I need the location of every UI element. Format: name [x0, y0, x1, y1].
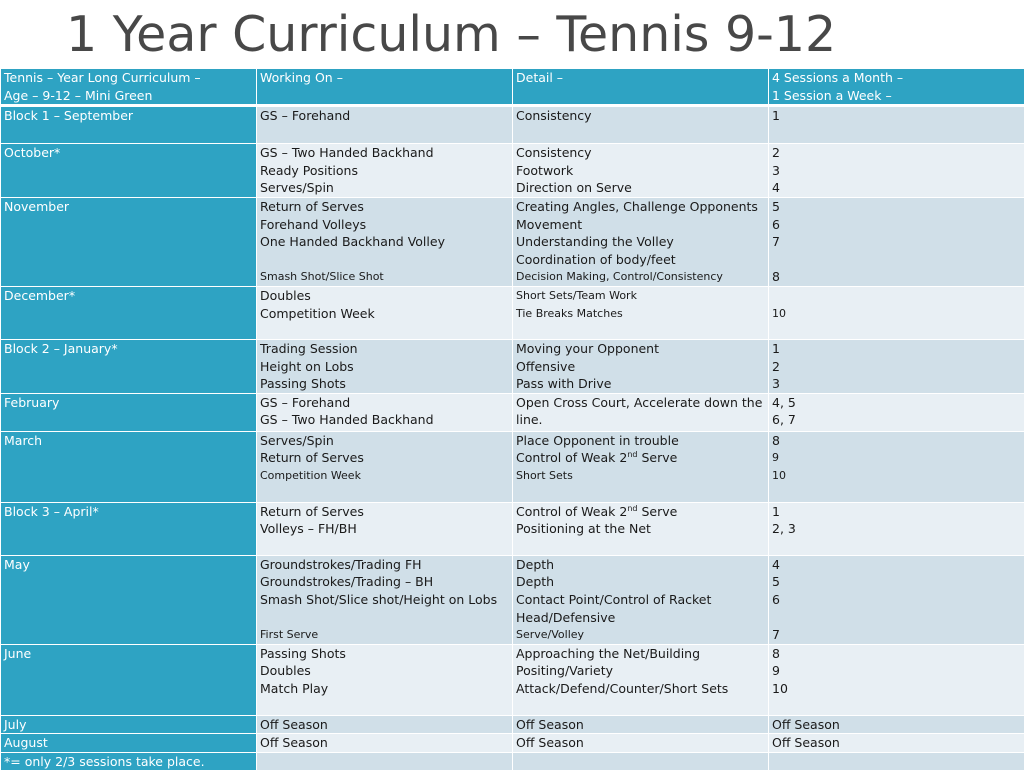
- month-label: July: [4, 716, 253, 734]
- month-cell: [1, 752, 257, 771]
- table-row: [1, 502, 1024, 555]
- table-row: [1, 197, 1024, 286]
- cell-line: Match Play: [260, 680, 509, 698]
- working-on-cell: [257, 286, 513, 339]
- working-on-cell: [257, 197, 513, 286]
- table-row: [1, 715, 1024, 734]
- cell-line: 1: [772, 503, 1021, 521]
- detail-cell: [513, 555, 769, 644]
- sessions-cell: [769, 339, 1024, 393]
- cell-line: GS – Two Handed Backhand: [260, 144, 509, 162]
- cell-line: 9: [772, 449, 1021, 467]
- cell-line: Depth: [516, 556, 765, 574]
- month-label: February: [4, 394, 253, 412]
- cell-line: 9: [772, 662, 1021, 680]
- cell-line: Return of Serves: [260, 503, 509, 521]
- sessions-cell: [769, 144, 1024, 198]
- table-row: [1, 752, 1024, 771]
- cell-line: Decision Making, Control/Consistency: [516, 268, 765, 286]
- cell-line: GS – Forehand: [260, 107, 509, 125]
- cell-line: Tie Breaks Matches: [516, 305, 765, 323]
- sessions-cell: [769, 555, 1024, 644]
- cell-line: Attack/Defend/Counter/Short Sets: [516, 680, 765, 698]
- working-on-cell: [257, 752, 513, 771]
- header-curriculum: [1, 69, 257, 106]
- table-row: [1, 286, 1024, 339]
- cell-line: 2, 3: [772, 520, 1021, 538]
- cell-line: Trading Session: [260, 340, 509, 358]
- detail-cell: [513, 393, 769, 431]
- cell-line: Off Season: [772, 716, 1021, 734]
- cell-line: Doubles: [260, 662, 509, 680]
- detail-cell: [513, 502, 769, 555]
- cell-line: Serve/Volley: [516, 626, 765, 644]
- cell-line: 1: [772, 340, 1021, 358]
- detail-cell: [513, 339, 769, 393]
- cell-line: Off Season: [516, 716, 765, 734]
- cell-line: GS – Forehand: [260, 394, 509, 412]
- month-label: December*: [4, 287, 253, 305]
- cell-line: 8: [772, 268, 1021, 286]
- header-line: Tennis – Year Long Curriculum –: [4, 69, 253, 87]
- sessions-cell: [769, 715, 1024, 734]
- table-row: [1, 393, 1024, 431]
- cell-line: Coordination of body/feet: [516, 251, 765, 269]
- cell-line: Doubles: [260, 287, 509, 305]
- table-header-row: [1, 69, 1024, 106]
- cell-line: Footwork: [516, 162, 765, 180]
- cell-line: 6: [772, 591, 1021, 609]
- cell-line: GS – Two Handed Backhand: [260, 411, 509, 429]
- detail-cell: [513, 286, 769, 339]
- cell-line: Positing/Variety: [516, 662, 765, 680]
- cell-line: Forehand Volleys: [260, 216, 509, 234]
- cell-line: 2: [772, 358, 1021, 376]
- cell-line: Short Sets/Team Work: [516, 287, 765, 305]
- curriculum-table: [0, 68, 1024, 771]
- detail-cell: [513, 144, 769, 198]
- cell-line: 7: [772, 233, 1021, 251]
- detail-cell: [513, 431, 769, 502]
- cell-line: 7: [772, 626, 1021, 644]
- header-sessions: [769, 69, 1024, 106]
- cell-line: Moving your Opponent: [516, 340, 765, 358]
- cell-line: Groundstrokes/Trading – BH: [260, 573, 509, 591]
- month-cell: [1, 555, 257, 644]
- cell-line: Place Opponent in trouble: [516, 432, 765, 450]
- sessions-cell: [769, 734, 1024, 753]
- cell-line: Height on Lobs: [260, 358, 509, 376]
- header-line: Detail –: [516, 69, 765, 87]
- cell-line: Depth: [516, 573, 765, 591]
- cell-line: Control of Weak 2nd Serve: [516, 449, 765, 467]
- sessions-cell: [769, 197, 1024, 286]
- cell-line: Smash Shot/Slice Shot: [260, 268, 509, 286]
- cell-line: Passing Shots: [260, 645, 509, 663]
- cell-line: Volleys – FH/BH: [260, 520, 509, 538]
- cell-line: 3: [772, 375, 1021, 393]
- header-working-on: [257, 69, 513, 106]
- header-line: Age – 9-12 – Mini Green: [4, 87, 253, 105]
- cell-line: One Handed Backhand Volley: [260, 233, 509, 251]
- working-on-cell: [257, 555, 513, 644]
- sessions-cell: [769, 644, 1024, 715]
- sessions-cell: [769, 286, 1024, 339]
- table-row: [1, 734, 1024, 753]
- sessions-cell: [769, 106, 1024, 144]
- cell-line: 10: [772, 305, 1021, 323]
- cell-line: line.: [516, 411, 765, 429]
- cell-line: Positioning at the Net: [516, 520, 765, 538]
- detail-cell: [513, 644, 769, 715]
- cell-line: 2: [772, 144, 1021, 162]
- cell-line: Pass with Drive: [516, 375, 765, 393]
- cell-line: 8: [772, 432, 1021, 450]
- month-label: May: [4, 556, 253, 574]
- table-row: [1, 339, 1024, 393]
- sessions-cell: [769, 502, 1024, 555]
- sessions-cell: [769, 752, 1024, 771]
- cell-line: Off Season: [772, 734, 1021, 752]
- month-label: June: [4, 645, 253, 663]
- month-cell: [1, 286, 257, 339]
- cell-line: 10: [772, 467, 1021, 485]
- cell-line: Short Sets: [516, 467, 765, 485]
- table-row: [1, 144, 1024, 198]
- cell-line: 5: [772, 198, 1021, 216]
- working-on-cell: [257, 393, 513, 431]
- cell-line: Return of Serves: [260, 198, 509, 216]
- working-on-cell: [257, 339, 513, 393]
- cell-line: Ready Positions: [260, 162, 509, 180]
- cell-line: Passing Shots: [260, 375, 509, 393]
- cell-line: Off Season: [260, 734, 509, 752]
- working-on-cell: [257, 106, 513, 144]
- month-cell: [1, 339, 257, 393]
- month-cell: [1, 106, 257, 144]
- cell-line: Contact Point/Control of Racket: [516, 591, 765, 609]
- detail-cell: [513, 106, 769, 144]
- working-on-cell: [257, 734, 513, 753]
- cell-line: Return of Serves: [260, 449, 509, 467]
- cell-line: First Serve: [260, 626, 509, 644]
- cell-line: Serves/Spin: [260, 432, 509, 450]
- cell-line: 4: [772, 179, 1021, 197]
- cell-line: Smash Shot/Slice shot/Height on Lobs: [260, 591, 509, 609]
- header-line: 4 Sessions a Month –: [772, 69, 1021, 87]
- month-label: August: [4, 734, 253, 752]
- header-line: 1 Session a Week –: [772, 87, 1021, 105]
- cell-line: Consistency: [516, 107, 765, 125]
- cell-line: 10: [772, 680, 1021, 698]
- detail-cell: [513, 715, 769, 734]
- cell-line: Direction on Serve: [516, 179, 765, 197]
- cell-line: Groundstrokes/Trading FH: [260, 556, 509, 574]
- month-label: Block 3 – April*: [4, 503, 253, 521]
- table-body: [1, 106, 1024, 771]
- month-cell: [1, 644, 257, 715]
- detail-cell: [513, 752, 769, 771]
- cell-line: 4: [772, 556, 1021, 574]
- table-row: [1, 644, 1024, 715]
- sessions-cell: [769, 393, 1024, 431]
- month-label: March: [4, 432, 253, 450]
- cell-line: 6: [772, 216, 1021, 234]
- cell-line: Control of Weak 2nd Serve: [516, 503, 765, 521]
- cell-line: Understanding the Volley: [516, 233, 765, 251]
- cell-line: [772, 609, 1021, 627]
- cell-line: 3: [772, 162, 1021, 180]
- cell-line: Creating Angles, Challenge Opponents: [516, 198, 765, 216]
- month-cell: [1, 393, 257, 431]
- detail-cell: [513, 734, 769, 753]
- header-detail: [513, 69, 769, 106]
- cell-line: [772, 251, 1021, 269]
- table-row: [1, 106, 1024, 144]
- cell-line: 6, 7: [772, 411, 1021, 429]
- cell-line: [772, 287, 1021, 305]
- cell-line: Off Season: [260, 716, 509, 734]
- cell-line: Head/Defensive: [516, 609, 765, 627]
- month-cell: [1, 715, 257, 734]
- month-label: Block 1 – September: [4, 107, 253, 125]
- table-row: [1, 555, 1024, 644]
- cell-line: 4, 5: [772, 394, 1021, 412]
- working-on-cell: [257, 644, 513, 715]
- sessions-cell: [769, 431, 1024, 502]
- month-cell: [1, 144, 257, 198]
- month-label: Block 2 – January*: [4, 340, 253, 358]
- cell-line: [260, 609, 509, 627]
- month-cell: [1, 197, 257, 286]
- page-title: 1 Year Curriculum – Tennis 9-12: [66, 2, 836, 68]
- month-label: *= only 2/3 sessions take place.: [4, 753, 253, 771]
- cell-line: Competition Week: [260, 305, 509, 323]
- cell-line: [260, 251, 509, 269]
- header-line: Working On –: [260, 69, 509, 87]
- cell-line: Competition Week: [260, 467, 509, 485]
- cell-line: Approaching the Net/Building: [516, 645, 765, 663]
- month-cell: [1, 734, 257, 753]
- cell-line: Serves/Spin: [260, 179, 509, 197]
- detail-cell: [513, 197, 769, 286]
- cell-line: 5: [772, 573, 1021, 591]
- working-on-cell: [257, 715, 513, 734]
- cell-line: Movement: [516, 216, 765, 234]
- month-label: November: [4, 198, 253, 216]
- cell-line: Off Season: [516, 734, 765, 752]
- table-row: [1, 431, 1024, 502]
- cell-line: Consistency: [516, 144, 765, 162]
- cell-line: Open Cross Court, Accelerate down the: [516, 394, 765, 412]
- cell-line: Offensive: [516, 358, 765, 376]
- month-cell: [1, 502, 257, 555]
- cell-line: 8: [772, 645, 1021, 663]
- working-on-cell: [257, 144, 513, 198]
- working-on-cell: [257, 502, 513, 555]
- month-label: October*: [4, 144, 253, 162]
- cell-line: 1: [772, 107, 1021, 125]
- month-cell: [1, 431, 257, 502]
- working-on-cell: [257, 431, 513, 502]
